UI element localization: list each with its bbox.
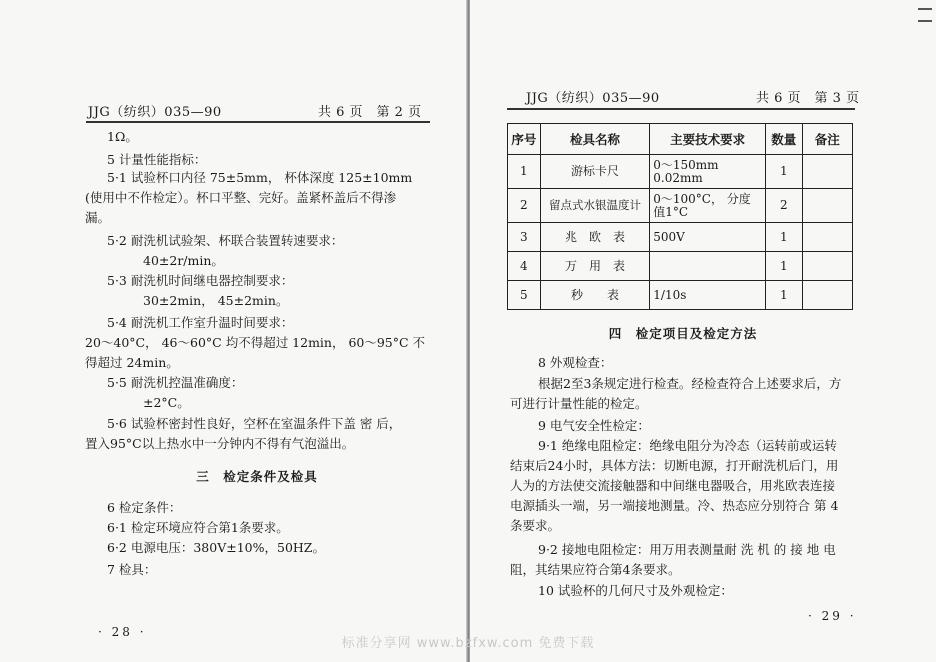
text-line: 9 电气安全性检定： bbox=[538, 418, 650, 433]
text-line: 5 计量性能指标： bbox=[107, 152, 207, 167]
cell-quantity: 1 bbox=[766, 223, 803, 252]
cell-quantity: 1 bbox=[766, 252, 803, 281]
text-line: 漏。 bbox=[85, 210, 111, 225]
cell-requirement bbox=[650, 155, 766, 189]
text-line: 5·3 耐洗机时间继电器控制要求： bbox=[107, 273, 294, 288]
cell-no: 4 bbox=[508, 252, 541, 281]
cell-name: 游标卡尺 bbox=[540, 155, 650, 189]
requirement-line: 0～100°C， 分度 bbox=[653, 191, 751, 206]
cell-quantity: 1 bbox=[766, 155, 803, 189]
right-header-code: JJG（纺织）035—90 bbox=[526, 91, 660, 106]
col-header-quantity: 数量 bbox=[766, 124, 803, 155]
cell-note bbox=[802, 189, 852, 223]
cell-quantity: 2 bbox=[766, 189, 803, 223]
table-row bbox=[508, 189, 853, 223]
cell-name: 兆 欧 表 bbox=[540, 223, 650, 252]
text-line: 5·4 耐洗机工作室升温时间要求： bbox=[107, 315, 294, 330]
table-row bbox=[508, 281, 853, 310]
text-line: 可进行计量性能的检定。 bbox=[510, 396, 648, 411]
cell-requirement: 500V bbox=[650, 223, 766, 252]
cell-note bbox=[802, 155, 852, 189]
cell-no: 1 bbox=[508, 155, 541, 189]
instrument-table bbox=[507, 123, 853, 310]
cell-note bbox=[802, 223, 852, 252]
section-title: 三 检定条件及检具 bbox=[196, 469, 318, 484]
watermark: 标准分享网 www.bzfxw.com 免费下载 bbox=[341, 636, 595, 651]
text-line: 10 试验杯的几何尺寸及外观检定： bbox=[538, 583, 733, 598]
text-line: 5·6 试验杯密封性良好，空杯在室温条件下盖 密 后， bbox=[107, 416, 402, 431]
page-number: · 28 · bbox=[98, 625, 147, 639]
cell-note bbox=[802, 252, 852, 281]
cell-name: 留点式水银温度计 bbox=[540, 189, 650, 223]
text-line: ±2°C。 bbox=[143, 395, 190, 410]
section-title: 四 检定项目及检定方法 bbox=[608, 326, 758, 341]
text-line: 电源插头一端，另一端接地测量。冷、热态应分别符合 第 4 bbox=[510, 498, 839, 513]
text-line: 阻，其结果应符合第4条要求。 bbox=[510, 562, 681, 577]
text-line: 6·1 检定环境应符合第1条要求。 bbox=[107, 520, 289, 535]
text-line: 条要求。 bbox=[510, 518, 561, 533]
requirement-line: 0.02mm bbox=[653, 170, 703, 185]
col-header-name: 检具名称 bbox=[540, 124, 650, 155]
text-line: 5·2 耐洗机试验架、杯联合装置转速要求： bbox=[107, 233, 344, 248]
table-row bbox=[508, 252, 853, 281]
text-line: (使用中不作检定）。杯口平整、完好。盖紧杯盖后不得渗 bbox=[85, 190, 397, 205]
text-line: 8 外观检查： bbox=[538, 355, 613, 370]
text-line: 得超过 24min。 bbox=[85, 355, 179, 370]
scan-edge-mark bbox=[918, 20, 932, 22]
cell-note bbox=[802, 281, 852, 310]
text-line: 根据2至3条规定进行检查。经检查符合上述要求后，方 bbox=[538, 376, 842, 391]
requirement-line: 值1°C bbox=[653, 204, 689, 219]
page-number: · 29 · bbox=[808, 609, 857, 623]
cell-no: 3 bbox=[508, 223, 541, 252]
text-line: 30±2min， 45±2min。 bbox=[143, 293, 289, 308]
text-line: 9·2 接地电阻检定：用万用表测量耐 洗 机 的 接 地 电 bbox=[538, 542, 836, 557]
right-header-pages: 共 6 页 第 3 页 bbox=[756, 91, 860, 106]
cell-requirement bbox=[650, 189, 766, 223]
table-header-row bbox=[508, 124, 853, 155]
text-line: 7 检具： bbox=[107, 562, 157, 577]
text-line: 20～40°C， 46～60°C 均不得超过 12min， 60～95°C 不 bbox=[85, 335, 426, 350]
cell-name: 万 用 表 bbox=[540, 252, 650, 281]
text-line: 1Ω。 bbox=[107, 129, 138, 144]
right-header-rule bbox=[507, 108, 855, 110]
text-line: 结束后24小时，具体方法：切断电源，打开耐洗机后门，用 bbox=[510, 458, 839, 473]
text-line: 6 检定条件： bbox=[107, 500, 182, 515]
left-header-code: JJG（纺织）035—90 bbox=[88, 105, 222, 120]
scan-edge-mark bbox=[918, 8, 932, 10]
text-line: 6·2 电源电压：380V±10%，50HZ。 bbox=[107, 540, 325, 555]
text-line: 人为的方法使交流接触器和中间继电器吸合，用兆欧表连接 bbox=[510, 478, 836, 493]
col-header-no: 序号 bbox=[508, 124, 541, 155]
cell-requirement: 1/10s bbox=[650, 281, 766, 310]
col-header-requirement: 主要技术要求 bbox=[650, 124, 766, 155]
table-row bbox=[508, 155, 853, 189]
table-row bbox=[508, 223, 853, 252]
left-header-pages: 共 6 页 第 2 页 bbox=[318, 105, 422, 120]
right-page bbox=[470, 0, 936, 662]
text-line: 置入95°C以上热水中一分钟内不得有气泡溢出。 bbox=[85, 436, 355, 451]
text-line: 9·1 绝缘电阻检定：绝缘电阻分为冷态（运转前或运转 bbox=[538, 438, 837, 453]
cell-name: 秒 表 bbox=[540, 281, 650, 310]
text-line: 40±2r/min。 bbox=[143, 253, 224, 268]
col-header-note: 备注 bbox=[802, 124, 852, 155]
requirement-line: 0～150mm bbox=[653, 157, 719, 172]
text-line: 5·1 试验杯口内径 75±5mm， 杯体深度 125±10mm bbox=[107, 170, 413, 185]
text-line: 5·5 耐洗机控温准确度： bbox=[107, 375, 244, 390]
cell-quantity: 1 bbox=[766, 281, 803, 310]
left-header-rule bbox=[86, 121, 430, 123]
cell-requirement bbox=[650, 252, 766, 281]
cell-no: 5 bbox=[508, 281, 541, 310]
cell-no: 2 bbox=[508, 189, 541, 223]
